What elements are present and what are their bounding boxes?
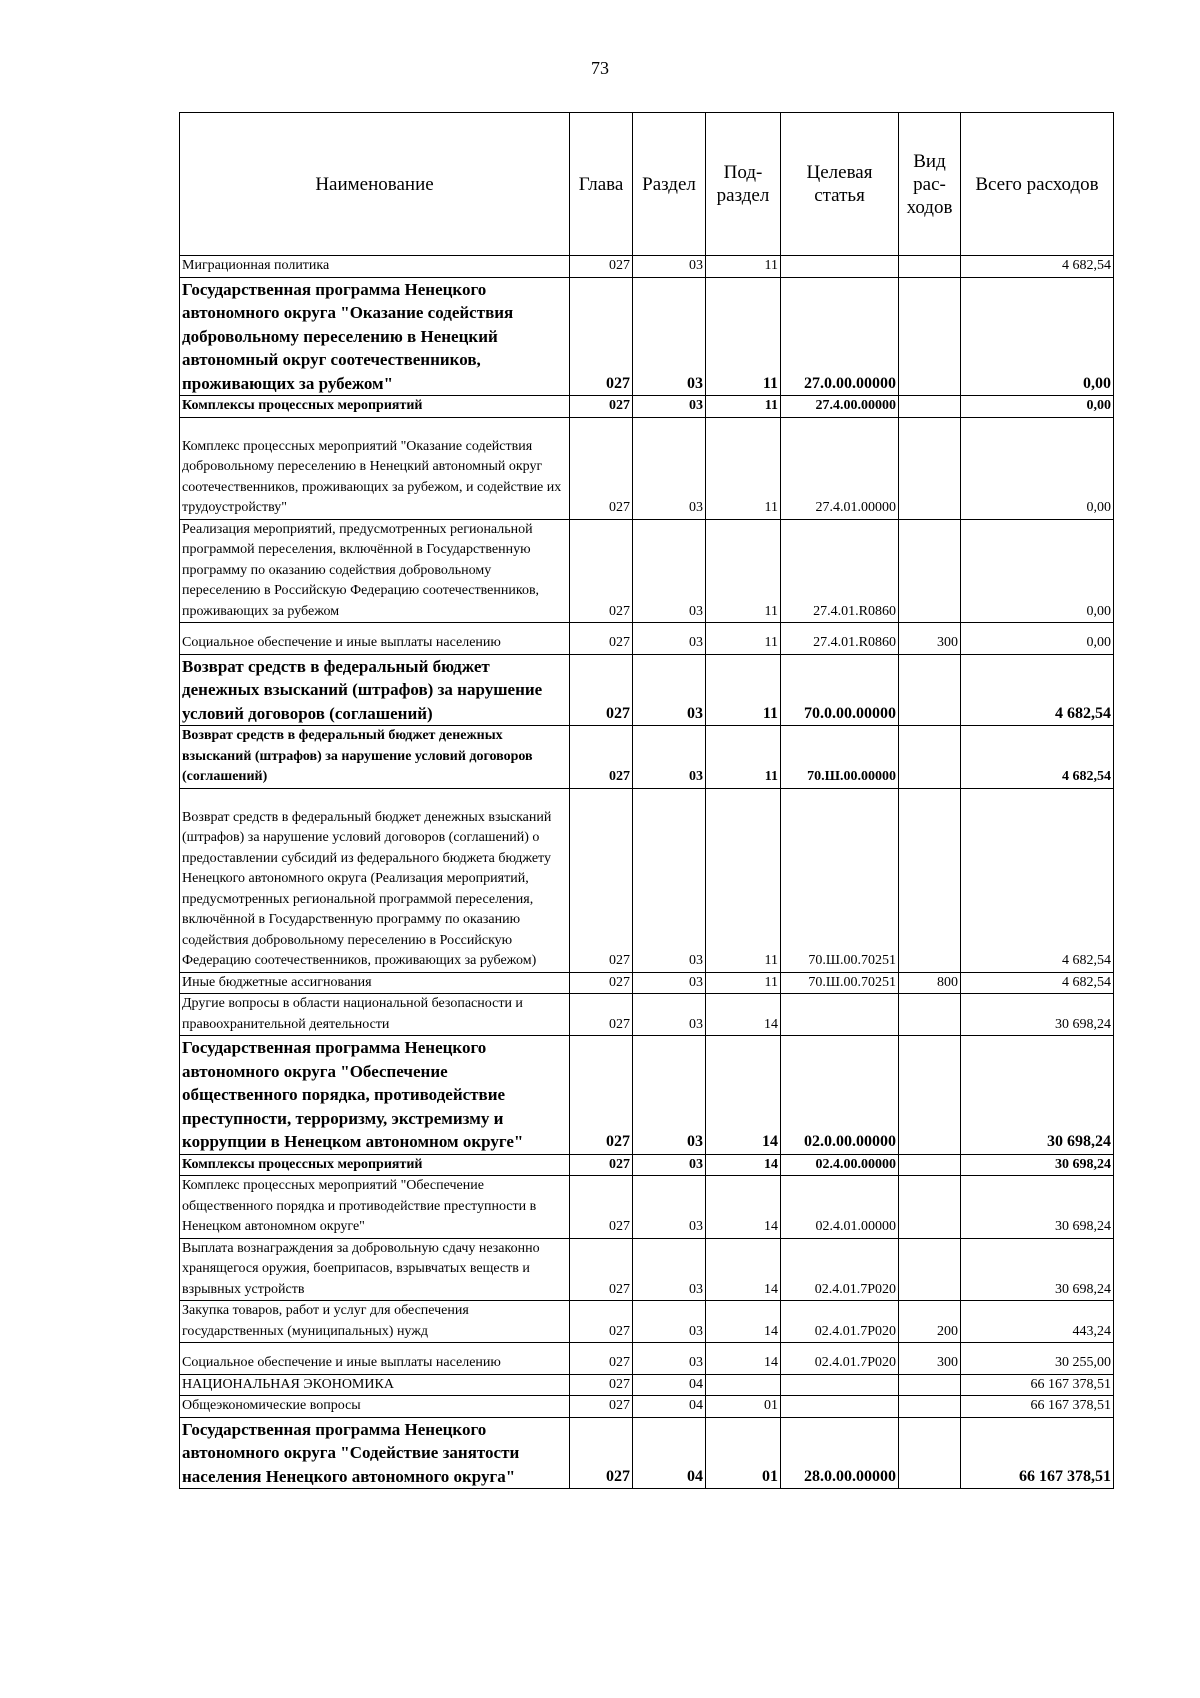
row-expense-type xyxy=(899,1396,961,1418)
row-target xyxy=(781,994,899,1036)
row-name: Государственная программа Ненецкого автономного округа "Оказание содействия добровольному переселению в Ненецкий автономный округ соотечественников, проживающих за рубежом" xyxy=(180,277,570,396)
row-subsection: 11 xyxy=(706,417,781,519)
table-row xyxy=(180,788,1114,972)
page-number: 73 xyxy=(591,58,609,78)
row-expense-type xyxy=(899,519,961,623)
row-section: 03 xyxy=(633,623,706,655)
row-section: 03 xyxy=(633,788,706,972)
row-target: 27.4.01.R0860 xyxy=(781,519,899,623)
table-row xyxy=(180,726,1114,789)
row-expense-type: 300 xyxy=(899,1343,961,1375)
row-total: 0,00 xyxy=(961,396,1114,418)
row-name: Комплекс процессных мероприятий "Обеспечение общественного порядка и противодействие преступности в Ненецком автономном округе" xyxy=(180,1176,570,1239)
row-target: 70.0.00.00000 xyxy=(781,654,899,726)
row-target: 02.0.00.00000 xyxy=(781,1036,899,1155)
row-name: Возврат средств в федеральный бюджет денежных взысканий (штрафов) за нарушение условий договоров (соглашений) xyxy=(180,726,570,789)
row-expense-type xyxy=(899,396,961,418)
row-total: 4 682,54 xyxy=(961,972,1114,994)
row-section: 03 xyxy=(633,726,706,789)
row-subsection: 11 xyxy=(706,396,781,418)
row-chapter: 027 xyxy=(570,1036,633,1155)
row-total: 66 167 378,51 xyxy=(961,1417,1114,1489)
row-target: 27.4.01.00000 xyxy=(781,417,899,519)
row-total: 30 698,24 xyxy=(961,994,1114,1036)
row-expense-type xyxy=(899,1154,961,1176)
row-name: Закупка товаров, работ и услуг для обеспечения государственных (муниципальных) нужд xyxy=(180,1301,570,1343)
row-chapter: 027 xyxy=(570,1301,633,1343)
table-row xyxy=(180,1176,1114,1239)
header-row xyxy=(180,113,1114,256)
row-chapter: 027 xyxy=(570,1374,633,1396)
row-section: 03 xyxy=(633,519,706,623)
row-chapter: 027 xyxy=(570,396,633,418)
row-chapter: 027 xyxy=(570,256,633,278)
row-section: 03 xyxy=(633,972,706,994)
row-section: 03 xyxy=(633,256,706,278)
header-chapter: Глава xyxy=(570,113,633,256)
row-chapter: 027 xyxy=(570,726,633,789)
row-chapter: 027 xyxy=(570,1343,633,1375)
row-name: Комплекс процессных мероприятий "Оказание содействия добровольному переселению в Ненецкий автономный округ соотечественников, проживающих за рубежом, и содействие их трудоустройству" xyxy=(180,417,570,519)
row-total: 30 698,24 xyxy=(961,1154,1114,1176)
header-subsection: Под-раздел xyxy=(706,113,781,256)
row-section: 03 xyxy=(633,1238,706,1301)
row-total: 4 682,54 xyxy=(961,726,1114,789)
budget-table xyxy=(179,112,1114,1489)
row-subsection: 11 xyxy=(706,277,781,396)
row-subsection: 11 xyxy=(706,654,781,726)
row-subsection: 14 xyxy=(706,1036,781,1155)
row-subsection: 14 xyxy=(706,1176,781,1239)
row-name: Иные бюджетные ассигнования xyxy=(180,972,570,994)
row-expense-type xyxy=(899,1417,961,1489)
table-row xyxy=(180,1374,1114,1396)
row-chapter: 027 xyxy=(570,994,633,1036)
row-name: Другие вопросы в области национальной безопасности и правоохранительной деятельности xyxy=(180,994,570,1036)
row-section: 03 xyxy=(633,994,706,1036)
row-subsection: 14 xyxy=(706,994,781,1036)
row-target: 28.0.00.00000 xyxy=(781,1417,899,1489)
row-target: 27.0.00.00000 xyxy=(781,277,899,396)
row-section: 04 xyxy=(633,1374,706,1396)
header-target: Целевая статья xyxy=(781,113,899,256)
row-total: 30 255,00 xyxy=(961,1343,1114,1375)
table-row xyxy=(180,623,1114,655)
row-target xyxy=(781,256,899,278)
row-subsection: 14 xyxy=(706,1154,781,1176)
row-total: 30 698,24 xyxy=(961,1036,1114,1155)
row-section: 03 xyxy=(633,654,706,726)
row-subsection: 11 xyxy=(706,623,781,655)
row-subsection: 14 xyxy=(706,1343,781,1375)
row-expense-type: 800 xyxy=(899,972,961,994)
row-target: 02.4.01.7Р020 xyxy=(781,1238,899,1301)
row-chapter: 027 xyxy=(570,277,633,396)
table-row xyxy=(180,417,1114,519)
row-target: 70.Ш.00.00000 xyxy=(781,726,899,789)
row-expense-type: 300 xyxy=(899,623,961,655)
row-target: 27.4.00.00000 xyxy=(781,396,899,418)
row-expense-type xyxy=(899,788,961,972)
row-section: 04 xyxy=(633,1417,706,1489)
row-name: Комплексы процессных мероприятий xyxy=(180,396,570,418)
row-total: 0,00 xyxy=(961,519,1114,623)
row-subsection: 11 xyxy=(706,519,781,623)
row-total: 443,24 xyxy=(961,1301,1114,1343)
table-row xyxy=(180,1301,1114,1343)
row-name: Социальное обеспечение и иные выплаты населению xyxy=(180,1343,570,1375)
row-total: 66 167 378,51 xyxy=(961,1374,1114,1396)
row-section: 03 xyxy=(633,277,706,396)
table-row xyxy=(180,256,1114,278)
row-section: 03 xyxy=(633,1343,706,1375)
row-expense-type xyxy=(899,1036,961,1155)
row-chapter: 027 xyxy=(570,1396,633,1418)
row-expense-type xyxy=(899,1374,961,1396)
row-total: 4 682,54 xyxy=(961,654,1114,726)
table-row xyxy=(180,1036,1114,1155)
table-row xyxy=(180,654,1114,726)
header-total: Всего расходов xyxy=(961,113,1114,256)
row-target: 70.Ш.00.70251 xyxy=(781,972,899,994)
row-expense-type xyxy=(899,277,961,396)
row-target: 02.4.01.00000 xyxy=(781,1176,899,1239)
row-name: Возврат средств в федеральный бюджет денежных взысканий (штрафов) за нарушение условий договоров (соглашений) о предоставлении субсидий из федерального бюджета бюджету Ненецкого автономного округа (Реализация мероприятий, предусмотренных региональной программой переселения, включённой в Государственную программу по оказанию содействия добровольному переселению в Российскую Федерацию соотечественников, проживающих за рубежом) xyxy=(180,788,570,972)
header-section: Раздел xyxy=(633,113,706,256)
row-total: 0,00 xyxy=(961,623,1114,655)
row-section: 03 xyxy=(633,1154,706,1176)
row-total: 4 682,54 xyxy=(961,788,1114,972)
row-subsection: 11 xyxy=(706,256,781,278)
row-target: 27.4.01.R0860 xyxy=(781,623,899,655)
row-expense-type xyxy=(899,726,961,789)
row-section: 03 xyxy=(633,396,706,418)
row-name: Государственная программа Ненецкого автономного округа "Содействие занятости населения Ненецкого автономного округа" xyxy=(180,1417,570,1489)
table-row xyxy=(180,1238,1114,1301)
row-target: 02.4.00.00000 xyxy=(781,1154,899,1176)
row-section: 03 xyxy=(633,1036,706,1155)
row-chapter: 027 xyxy=(570,1154,633,1176)
row-section: 04 xyxy=(633,1396,706,1418)
row-target xyxy=(781,1396,899,1418)
row-total: 4 682,54 xyxy=(961,256,1114,278)
row-target: 02.4.01.7Р020 xyxy=(781,1343,899,1375)
row-expense-type xyxy=(899,1238,961,1301)
row-section: 03 xyxy=(633,1301,706,1343)
table-row xyxy=(180,396,1114,418)
table-row xyxy=(180,1396,1114,1418)
row-subsection: 11 xyxy=(706,788,781,972)
row-subsection: 01 xyxy=(706,1396,781,1418)
row-subsection: 11 xyxy=(706,726,781,789)
header-expense-type: Вид рас-ходов xyxy=(899,113,961,256)
table-row xyxy=(180,277,1114,396)
table-row xyxy=(180,1343,1114,1375)
row-name: Реализация мероприятий, предусмотренных региональной программой переселения, включённой в Государственную программу по оказанию содействия добровольному переселению в Российскую Федерацию соотечественников, проживающих за рубежом xyxy=(180,519,570,623)
row-chapter: 027 xyxy=(570,1238,633,1301)
row-expense-type xyxy=(899,654,961,726)
row-name: Социальное обеспечение и иные выплаты населению xyxy=(180,623,570,655)
row-expense-type xyxy=(899,1176,961,1239)
row-chapter: 027 xyxy=(570,519,633,623)
row-target xyxy=(781,1374,899,1396)
row-name: Комплексы процессных мероприятий xyxy=(180,1154,570,1176)
row-expense-type xyxy=(899,994,961,1036)
row-subsection xyxy=(706,1374,781,1396)
row-subsection: 11 xyxy=(706,972,781,994)
row-chapter: 027 xyxy=(570,1417,633,1489)
row-chapter: 027 xyxy=(570,654,633,726)
table-row xyxy=(180,994,1114,1036)
row-total: 66 167 378,51 xyxy=(961,1396,1114,1418)
row-chapter: 027 xyxy=(570,417,633,519)
row-total: 30 698,24 xyxy=(961,1238,1114,1301)
table-row xyxy=(180,972,1114,994)
row-expense-type: 200 xyxy=(899,1301,961,1343)
row-subsection: 14 xyxy=(706,1238,781,1301)
row-name: Государственная программа Ненецкого автономного округа "Обеспечение общественного порядка, противодействие преступности, терроризму, экстремизму и коррупции в Ненецком автономном округе" xyxy=(180,1036,570,1155)
row-subsection: 14 xyxy=(706,1301,781,1343)
table-row xyxy=(180,519,1114,623)
row-name: Возврат средств в федеральный бюджет денежных взысканий (штрафов) за нарушение условий договоров (соглашений) xyxy=(180,654,570,726)
row-subsection: 01 xyxy=(706,1417,781,1489)
row-chapter: 027 xyxy=(570,972,633,994)
row-target: 70.Ш.00.70251 xyxy=(781,788,899,972)
row-section: 03 xyxy=(633,1176,706,1239)
row-total: 0,00 xyxy=(961,417,1114,519)
row-name: Выплата вознаграждения за добровольную сдачу незаконно хранящегося оружия, боеприпасов, взрывчатых веществ и взрывных устройств xyxy=(180,1238,570,1301)
row-chapter: 027 xyxy=(570,788,633,972)
header-name: Наименование xyxy=(180,113,570,256)
row-name: НАЦИОНАЛЬНАЯ ЭКОНОМИКА xyxy=(180,1374,570,1396)
row-total: 0,00 xyxy=(961,277,1114,396)
row-expense-type xyxy=(899,256,961,278)
row-chapter: 027 xyxy=(570,1176,633,1239)
row-chapter: 027 xyxy=(570,623,633,655)
row-target: 02.4.01.7Р020 xyxy=(781,1301,899,1343)
row-name: Миграционная политика xyxy=(180,256,570,278)
row-total: 30 698,24 xyxy=(961,1176,1114,1239)
row-expense-type xyxy=(899,417,961,519)
table-row xyxy=(180,1154,1114,1176)
table-row xyxy=(180,1417,1114,1489)
row-section: 03 xyxy=(633,417,706,519)
row-name: Общеэкономические вопросы xyxy=(180,1396,570,1418)
